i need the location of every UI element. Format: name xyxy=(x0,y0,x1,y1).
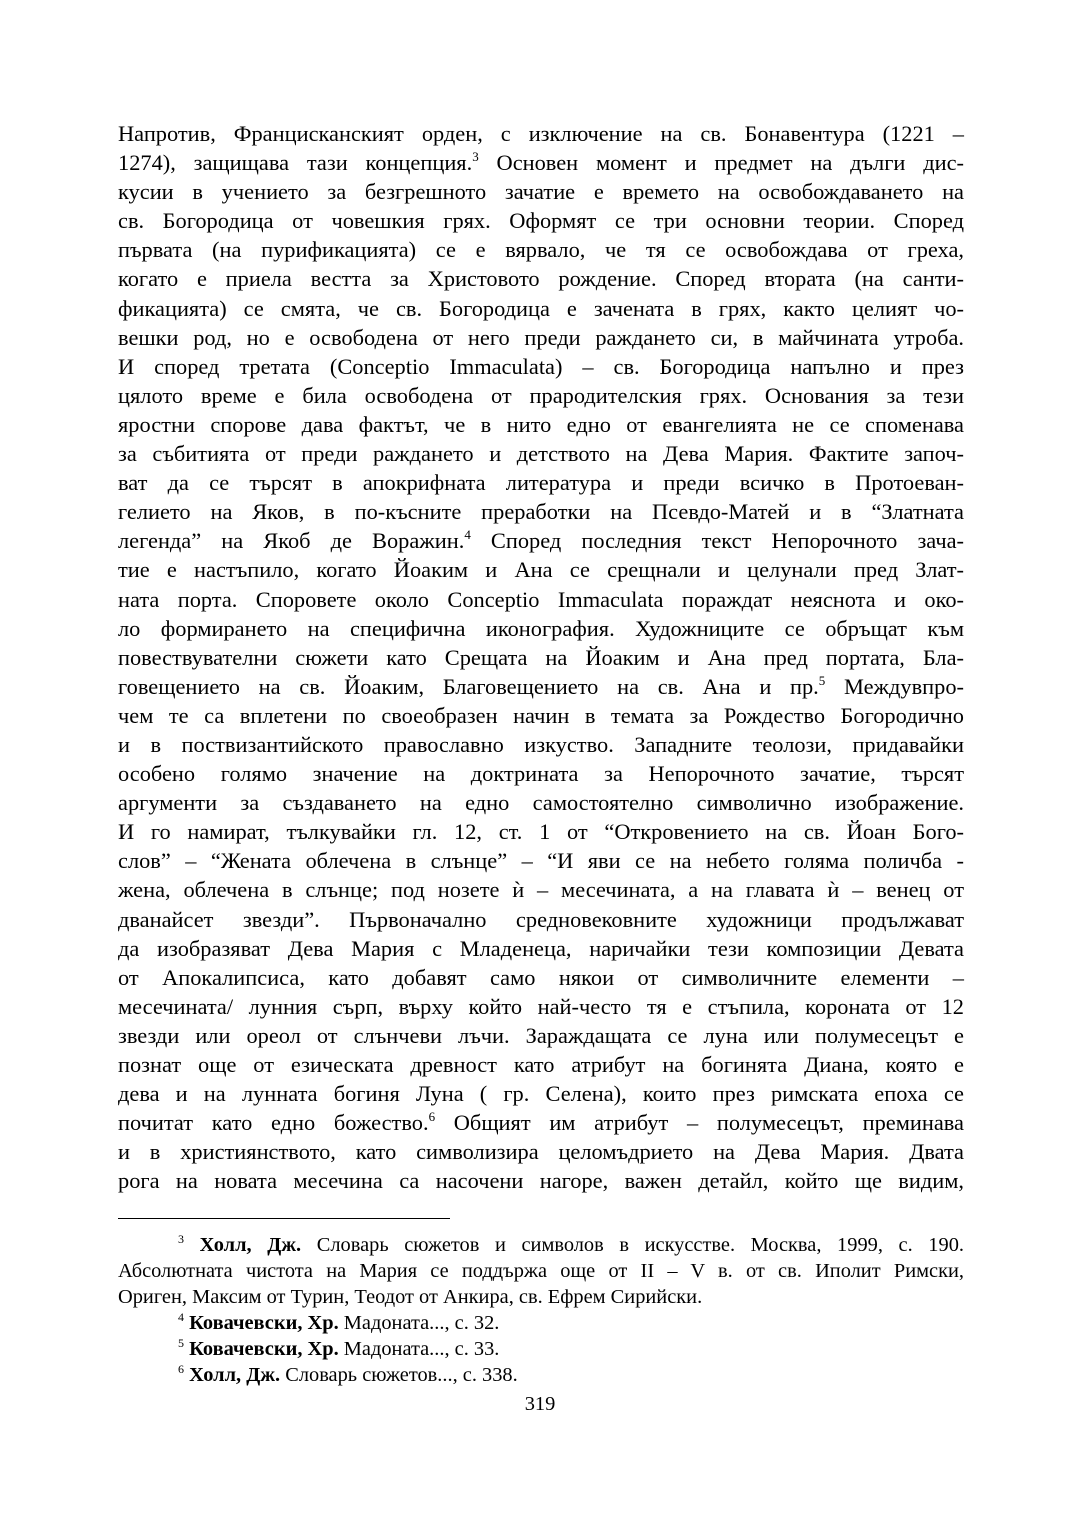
body-line-text: рога на новата месечина са насочени нагоре, важен детайл, който ще видим, xyxy=(118,1168,964,1194)
footnote-3-line-1 xyxy=(118,1232,964,1258)
body-line xyxy=(118,497,964,526)
body-line-text: когато е приела вестта за Христовото рождение. Според втората (на санти- xyxy=(118,266,964,292)
body-line xyxy=(118,235,964,264)
body-line xyxy=(118,323,964,352)
body-line xyxy=(118,1050,964,1079)
body-line xyxy=(118,410,964,439)
body-line-text: 1274), защищава тази концепция. xyxy=(118,150,473,176)
body-line-text: първата (на пурификацията) се е вярвало, че тя се освобождава от греха, xyxy=(118,237,964,263)
body-line-text: Междувпро- xyxy=(825,673,964,699)
footnote-6 xyxy=(118,1362,964,1388)
body-line xyxy=(118,555,964,584)
body-line-text: да изобразяват Дева Мария с Младенеца, наричайки тези композиции Девата xyxy=(118,935,964,961)
body-line-text: особено голямо значение на доктрината за Непорочното зачатие, търсят xyxy=(118,761,964,787)
body-line-text: дева и на лунната богиня Луна ( гр. Селена), които през римската епоха се xyxy=(118,1081,964,1107)
footnote-text: Словарь сюжетов и символов в искусстве. Москва, 1999, с. 190. xyxy=(301,1234,964,1256)
body-text xyxy=(118,119,964,1195)
footnote-3-line-2: Абсолютната чистота на Мария се поддържа още от II – V в. от св. Иполит Римски, xyxy=(118,1260,964,1282)
body-line-text: познат още от езическата древност като атрибут на богинята Диана, която е xyxy=(118,1052,964,1077)
body-line-text: св. Богородица от човешкия грях. Оформят се три основни теории. Според xyxy=(118,208,964,234)
footnote-text: Мадоната..., с. 32. xyxy=(338,1312,500,1334)
body-line-text: гелието на Яков, в по-късните преработки на Псевдо-Матей и в “Златната xyxy=(118,499,964,525)
body-line xyxy=(118,875,964,904)
body-line xyxy=(118,614,964,643)
body-line-text: от Апокалипсиса, като добавят само някои от символичните елементи – xyxy=(118,964,964,990)
body-line xyxy=(118,352,964,381)
footnote-marker: 4 xyxy=(178,1310,184,1324)
body-line-text: звезди или ореол от слънчеви лъчи. Зараждащата се луна или полумесецът е xyxy=(118,1022,964,1048)
body-line-text: ло формирането на специфична иконография. Художниците се обръщат към xyxy=(118,615,964,641)
body-line xyxy=(118,206,964,235)
body-line-text: цялото време е била освободена от прародителския грях. Основания за тези xyxy=(118,382,964,408)
body-line xyxy=(118,846,964,875)
body-line-text: аргументи за създаването на едно самостоятелно символично изображение. xyxy=(118,790,964,816)
body-line-text: говещението на св. Йоаким, Благовещението на св. Ана и пр. xyxy=(118,673,819,699)
body-line-text: и в християнството, като символизира целомъдрието на Дева Мария. Двата xyxy=(118,1139,964,1165)
body-line-text: И според третата (Conceptio Immaculata) – св. Богородица напълно и през xyxy=(118,353,964,379)
body-line xyxy=(118,526,964,555)
body-line xyxy=(118,643,964,672)
body-line xyxy=(118,701,964,730)
body-line-text: фикацията) се смята, че св. Богородица е зачената в грях, както целият чо- xyxy=(118,295,964,321)
body-line xyxy=(118,585,964,614)
body-line xyxy=(118,177,964,206)
footnote-author: Ковачевски, Хр. xyxy=(189,1312,339,1334)
footnote-reference: 3 xyxy=(472,149,479,165)
body-line xyxy=(118,934,964,963)
footnote-author: Ковачевски, Хр. xyxy=(189,1338,339,1360)
body-line-text: Общият им атрибут – полумесецът, преминава xyxy=(435,1110,964,1136)
footnote-5 xyxy=(118,1336,964,1362)
body-line-text: жена, облечена в слънце; под нозете ѝ – месечината, а на главата ѝ – венец от xyxy=(118,877,964,903)
body-line-text: месечината/ лунния сърп, върху който най-често тя е стъпила, короната от 12 xyxy=(118,993,964,1019)
body-line-text: вешки род, но е освободена от него преди раждането си, в майчината утроба. xyxy=(118,324,964,350)
body-line-text: тие е настъпило, когато Йоаким и Ана се срещнали и целунали пред Злат- xyxy=(118,557,964,583)
body-line-text: чем те са вплетени по своеобразен начин в темата за Рождество Богородично xyxy=(118,702,964,728)
page-number: 319 xyxy=(524,1393,556,1415)
body-line xyxy=(118,1021,964,1050)
body-line-text: легенда” на Якоб де Воражин. xyxy=(118,528,465,554)
body-line-text: Напротив, Францисканският орден, с изключение на св. Бонавентура (1221 – xyxy=(118,121,964,146)
body-line xyxy=(118,672,964,701)
body-line-text: за събитията от преди раждането и детството на Дева Мария. Фактите започ- xyxy=(118,441,964,467)
footnote-separator xyxy=(118,1218,450,1219)
body-line-text: дванайсет звезди”. Първоначално средновековните художници продължават xyxy=(118,906,964,932)
footnote-author: Холл, Дж. xyxy=(199,1234,302,1256)
body-line xyxy=(118,1079,964,1108)
footnote-reference: 6 xyxy=(428,1109,436,1125)
footnote-marker: 6 xyxy=(178,1362,184,1376)
footnote-marker: 5 xyxy=(178,1336,184,1350)
body-line xyxy=(118,439,964,468)
footnote-4 xyxy=(118,1310,964,1336)
body-line xyxy=(118,1108,964,1137)
body-line xyxy=(118,905,964,934)
footnotes xyxy=(118,1232,964,1388)
body-line xyxy=(118,381,964,410)
body-line-text: ната порта. Споровете около Conceptio Immaculata пораждат неяснота и око- xyxy=(118,586,964,612)
footnote-text: Мадоната..., с. 33. xyxy=(338,1338,500,1360)
body-line-text: яростни спорове дава фактът, че в нито едно от евангелията не се споменава xyxy=(118,411,964,437)
footnote-reference: 5 xyxy=(818,672,826,688)
body-line xyxy=(118,294,964,323)
body-line xyxy=(118,759,964,788)
body-line-text: Според последния текст Непорочното зача- xyxy=(470,528,964,554)
body-line-text: ват да се търсят в апокрифната литература и преди всичко в Протоеван- xyxy=(118,470,964,496)
body-line-text: И го намират, тълкувайки гл. 12, ст. 1 от “Откровението на св. Йоан Бого- xyxy=(118,819,964,845)
footnote-marker: 3 xyxy=(178,1232,184,1246)
body-line-text: повествувателни сюжети като Срещата на Йоаким и Ана пред портата, Бла- xyxy=(118,644,964,670)
body-line xyxy=(118,817,964,846)
body-line-text: и в поствизантийското православно изкуство. Западните теолози, придавайки xyxy=(118,731,964,757)
body-line xyxy=(118,788,964,817)
body-line xyxy=(118,1137,964,1166)
body-line-text: Основен момент и предмет на дълги дис- xyxy=(478,150,964,176)
body-line xyxy=(118,468,964,497)
body-line-text: слов” – “Жената облечена в слънце” – “И яви се на небето голяма поличба - xyxy=(118,848,964,874)
body-line xyxy=(118,264,964,293)
body-line xyxy=(118,119,964,148)
body-line xyxy=(118,992,964,1021)
body-line-text: кусии в учението за безгрешното зачатие е времето на освобождаването на xyxy=(118,179,964,205)
footnote-text: Словарь сюжетов..., с. 338. xyxy=(280,1364,518,1386)
footnote-author: Холл, Дж. xyxy=(189,1364,281,1386)
body-line xyxy=(118,730,964,759)
body-line-text: почитат като едно божество. xyxy=(118,1110,429,1136)
body-line xyxy=(118,148,964,177)
footnote-3-line-3: Ориген, Максим от Турин, Теодот от Анкира, св. Ефрем Сирийски. xyxy=(118,1286,703,1308)
body-line xyxy=(118,963,964,992)
footnote-reference: 4 xyxy=(464,527,471,543)
body-line xyxy=(118,1166,964,1195)
